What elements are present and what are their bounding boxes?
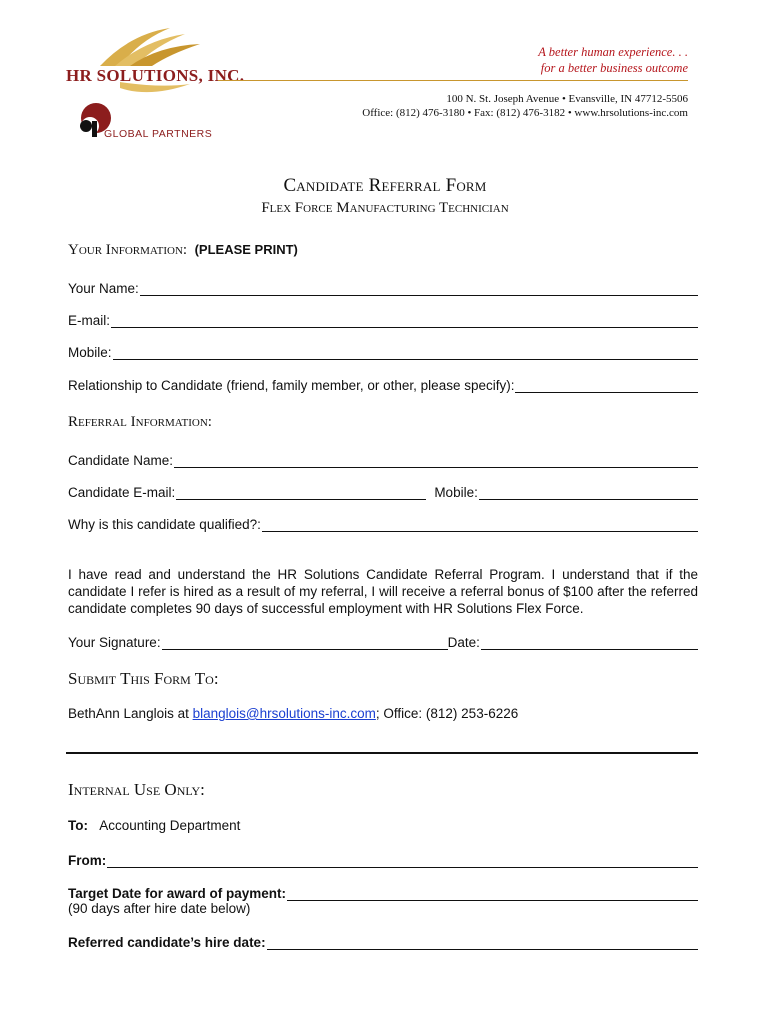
mobile-field[interactable]	[68, 342, 698, 360]
your-name-line[interactable]	[140, 281, 698, 296]
hr-solutions-logo	[60, 26, 245, 146]
email-line[interactable]	[111, 313, 698, 328]
signature-line[interactable]	[162, 635, 448, 650]
hire-date-label: Referred candidate’s hire date:	[68, 935, 266, 950]
relationship-field[interactable]	[68, 375, 698, 393]
target-date-note: (90 days after hire date below)	[68, 901, 251, 916]
agreement-paragraph: I have read and understand the HR Solutions Candidate Referral Program. I understand that if the candidate I refer is hired as a result of my referral, I will receive a referral bonus of $100 after the referred candidate completes 90 days of successful employment with HR Solutions Flex Force.	[68, 567, 698, 616]
to-label: To:	[68, 818, 88, 833]
submit-heading: Submit This Form To:	[68, 669, 219, 688]
mobile-label: Mobile:	[68, 345, 112, 360]
tagline	[538, 44, 688, 76]
company-name: HR SOLUTIONS, INC.	[66, 66, 245, 85]
hire-date-line[interactable]	[267, 935, 698, 950]
referral-information-heading: Referral Information:	[68, 414, 212, 430]
candidate-name-label: Candidate Name:	[68, 453, 174, 468]
to-row	[68, 818, 240, 833]
qualified-line[interactable]	[262, 517, 698, 532]
qualified-label: Why is this candidate qualified?:	[68, 517, 261, 532]
mobile-line[interactable]	[113, 345, 698, 360]
address-line-2: Office: (812) 476-3180 • Fax: (812) 476-3182 • www.hrsolutions-inc.com	[362, 107, 688, 119]
tagline-line-2: for a better business outcome	[540, 61, 688, 75]
relationship-line[interactable]	[515, 378, 698, 393]
contact-email-link[interactable]: blanglois@hrsolutions-inc.com	[192, 706, 376, 721]
your-information-heading	[68, 242, 298, 259]
company-address	[362, 92, 688, 120]
from-label: From:	[68, 853, 107, 868]
email-field[interactable]	[68, 310, 698, 328]
your-name-field[interactable]	[68, 278, 698, 296]
from-line[interactable]	[107, 853, 698, 868]
address-line-1: 100 N. St. Joseph Avenue • Evansville, IN 47712-5506	[446, 93, 688, 105]
internal-use-heading: Internal Use Only:	[68, 780, 205, 799]
contact-suffix: ; Office: (812) 253-6226	[375, 706, 519, 721]
from-field[interactable]	[68, 850, 698, 868]
section-divider	[66, 752, 698, 754]
header-rule	[218, 80, 688, 81]
your-information-heading-text: Your Information:	[68, 242, 188, 258]
date-line[interactable]	[481, 635, 698, 650]
candidate-mobile-line[interactable]	[479, 485, 698, 500]
target-date-line[interactable]	[287, 886, 698, 901]
form-title: Candidate Referral Form	[283, 175, 487, 196]
date-label: Date:	[447, 635, 480, 650]
candidate-email-label: Candidate E-mail:	[68, 485, 176, 500]
tagline-line-1: A better human experience. . .	[538, 45, 688, 59]
candidate-name-line[interactable]	[174, 453, 698, 468]
candidate-name-field[interactable]	[68, 450, 698, 468]
contact-prefix: BethAnn Langlois at	[68, 706, 193, 721]
candidate-mobile-label: Mobile:	[434, 485, 478, 500]
target-date-label: Target Date for award of payment:	[68, 886, 287, 901]
hire-date-field[interactable]	[68, 932, 698, 950]
email-label: E-mail:	[68, 313, 111, 328]
signature-label: Your Signature:	[68, 635, 161, 650]
candidate-email-line[interactable]	[176, 485, 426, 500]
form-subtitle: Flex Force Manufacturing Technician	[261, 200, 509, 216]
signature-row	[68, 632, 698, 650]
your-name-label: Your Name:	[68, 281, 139, 296]
qualified-field[interactable]	[68, 514, 698, 532]
please-print-note: (PLEASE PRINT)	[194, 242, 298, 257]
candidate-email-mobile-row	[68, 482, 698, 500]
partner-name: GLOBAL PARTNERS	[104, 128, 213, 140]
target-date-field[interactable]	[68, 883, 698, 901]
submit-contact	[68, 706, 518, 721]
to-value: Accounting Department	[99, 818, 241, 833]
relationship-label: Relationship to Candidate (friend, family member, or other, please specify):	[68, 378, 515, 393]
